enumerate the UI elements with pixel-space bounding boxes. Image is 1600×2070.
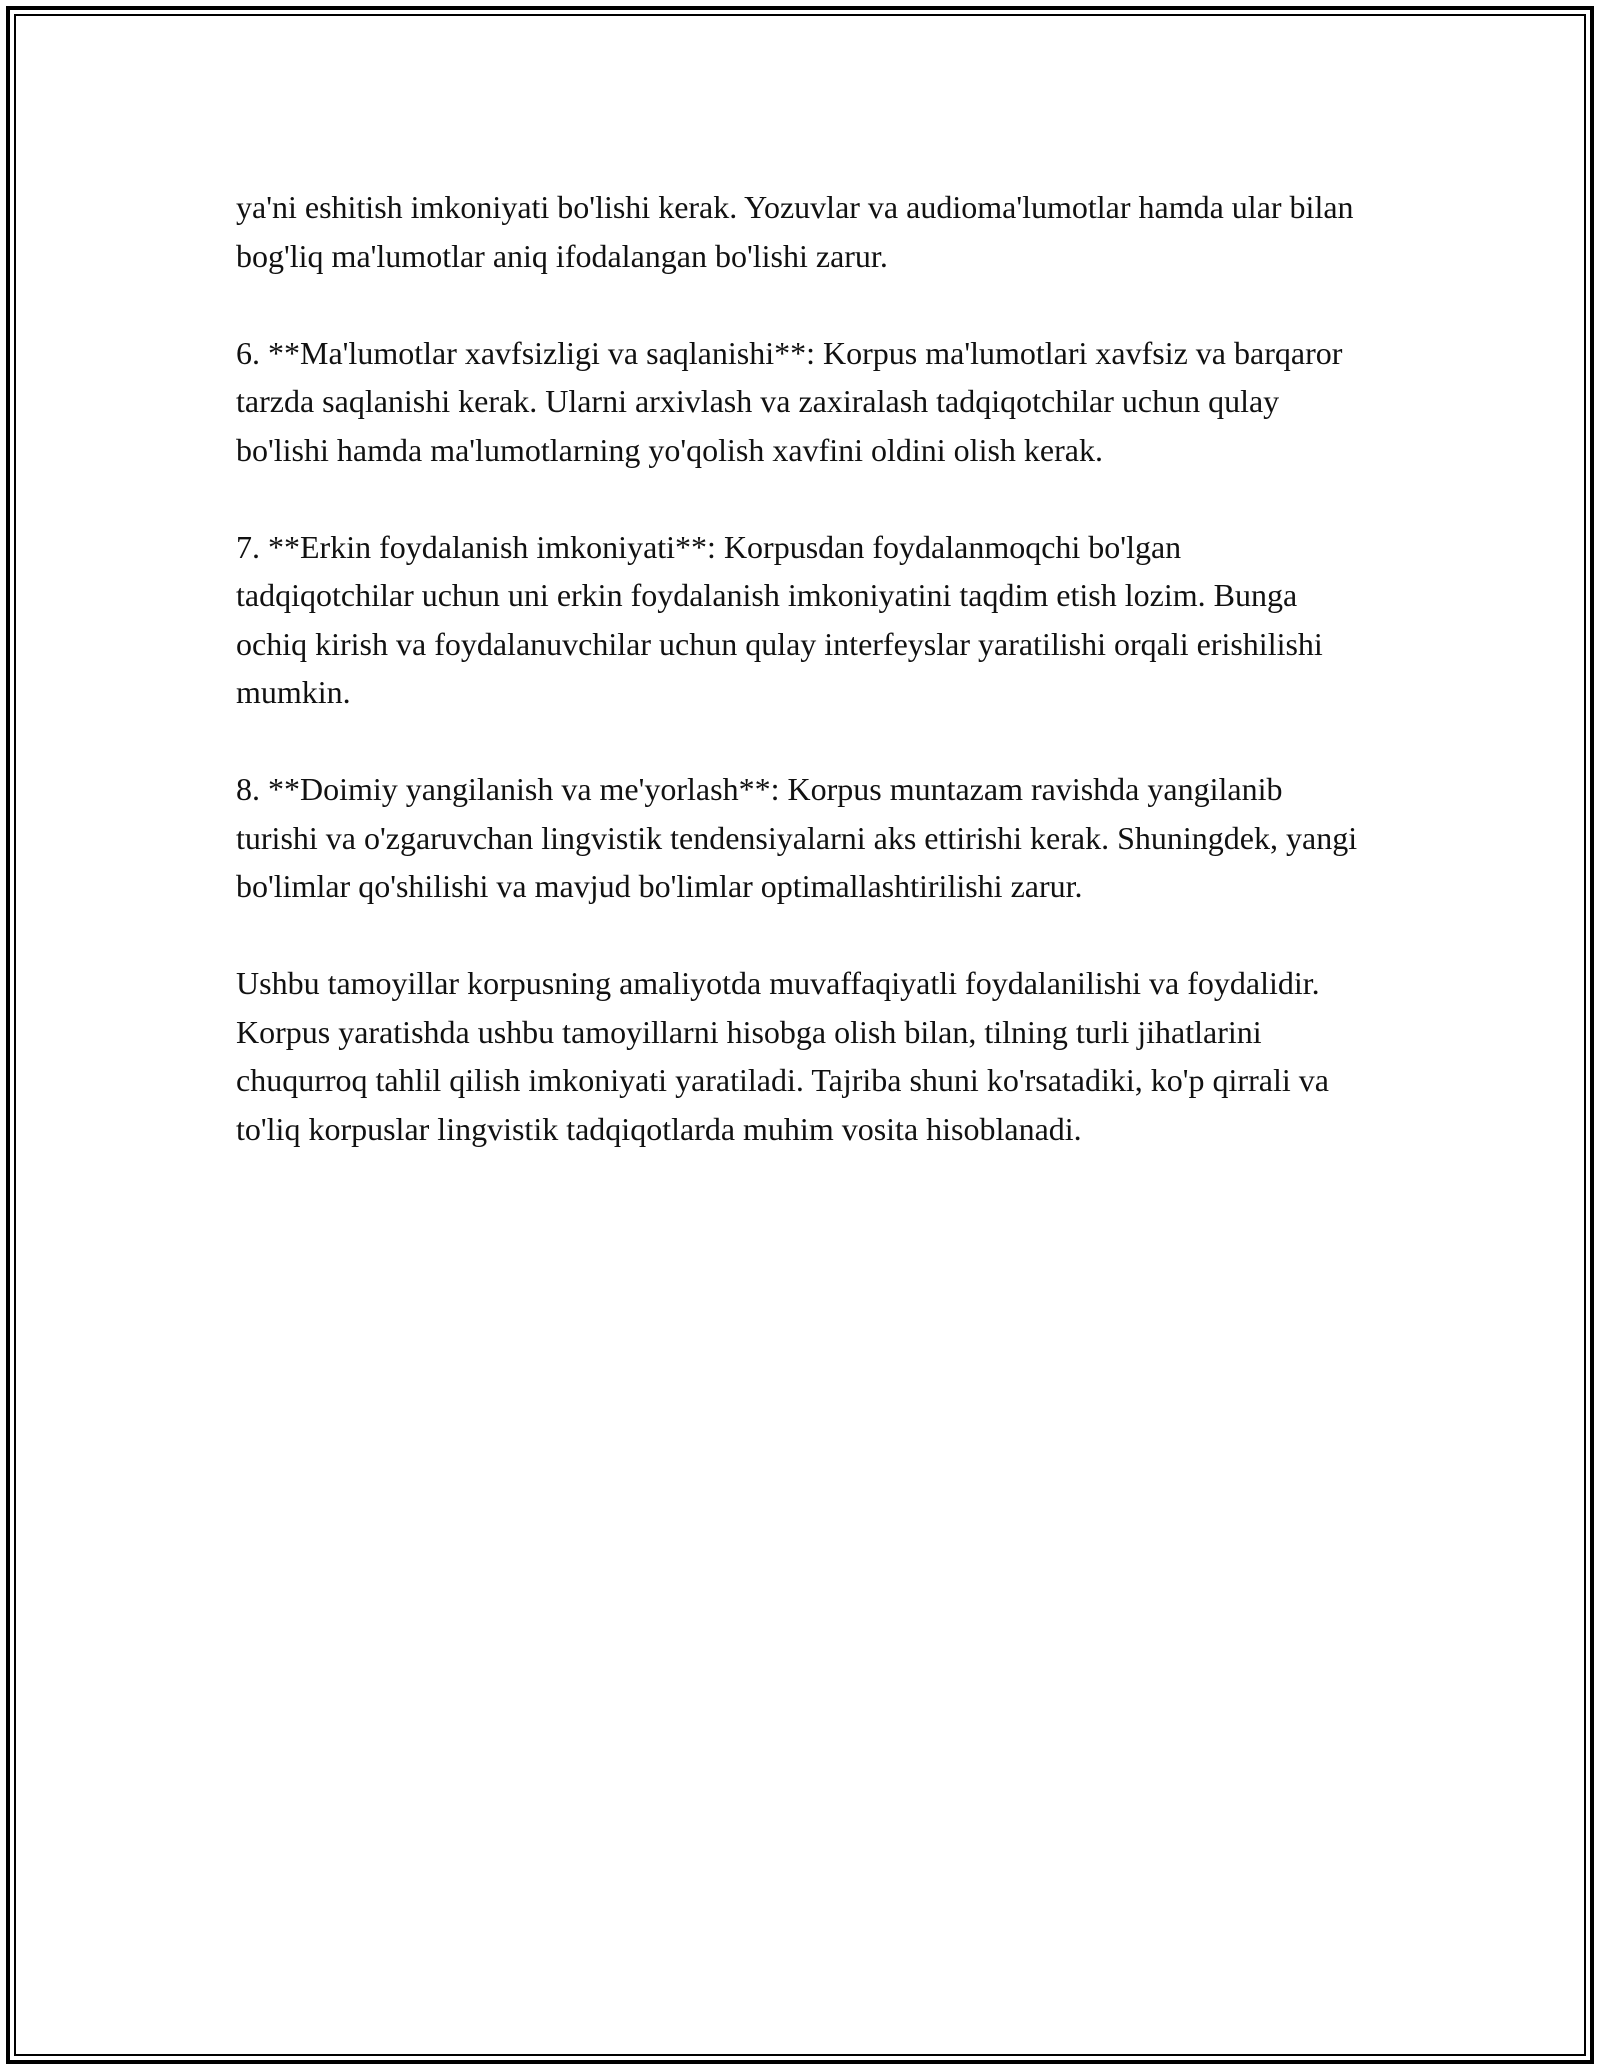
paragraph-item-7: 7. **Erkin foydalanish imkoniyati**: Korpusdan foydalanmoqchi bo'lgan tadqiqotchilar uchun uni erkin foydalanish imkoniyatini taqdim etish lozim. Bunga ochiq kirish va foydalanuvchilar uchun qulay interfeyslar yaratilishi orqali erishilishi mumkin. [236, 528, 1323, 710]
paragraph-item-8: 8. **Doimiy yangilanish va me'yorlash**: Korpus muntazam ravishda yangilanib turishi va o'zgaruvchan lingvistik tendensiyalarni aks ettirishi kerak. Shuningdek, yangi bo'limlar qo'shilishi va mavjud bo'limlar optimallashtirilishi zarur. [236, 771, 1358, 904]
paragraph-continuation: ya'ni eshitish imkoniyati bo'lishi kerak. Yozuvlar va audioma'lumotlar hamda ular bilan bog'liq ma'lumotlar aniq ifodalangan bo'lishi zarur. [236, 189, 1354, 274]
document-body [236, 183, 1366, 1153]
paragraph-conclusion: Ushbu tamoyillar korpusning amaliyotda muvaffaqiyatli foydalanilishi va foydalidir. Korpus yaratishda ushbu tamoyillarni hisobga olish bilan, tilning turli jihatlarini chuqurroq tahlil qilish imkoniyati yaratiladi. Tajriba shuni ko'rsatadiki, ko'p qirrali va to'liq korpuslar lingvistik tadqiqotlarda muhim vosita hisoblanadi. [236, 965, 1329, 1147]
paragraph-item-6: 6. **Ma'lumotlar xavfsizligi va saqlanishi**: Korpus ma'lumotlari xavfsiz va barqaror tarzda saqlanishi kerak. Ularni arxivlash va zaxiralash tadqiqotchilar uchun qulay bo'lishi hamda ma'lumotlarning yo'qolish xavfini oldini olish kerak. [236, 334, 1343, 468]
